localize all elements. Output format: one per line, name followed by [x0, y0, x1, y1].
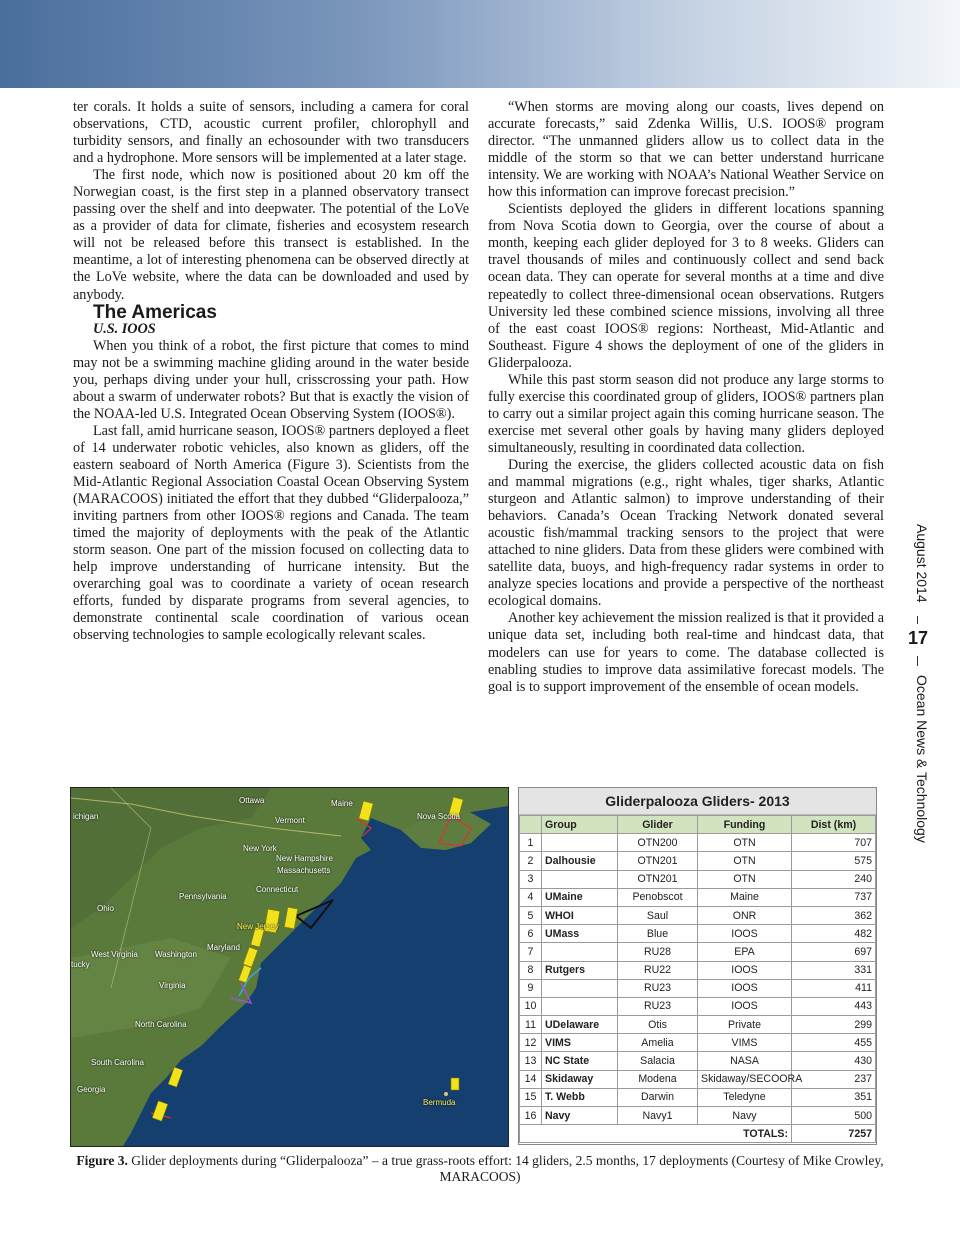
row-number: 5: [520, 906, 542, 924]
section-heading: The Americas: [93, 301, 217, 323]
group-cell: [542, 997, 618, 1015]
table-header-row: [520, 816, 876, 834]
body-paragraph: “When storms are moving along our coasts, lives depend on accurate forecasts,” said Zdenka Willis, U.S. IOOS® program director. “The unmanned gliders allow us to collect data in the middle of the storm so that we can better understand hurricane intensity. We are working with NOAA’s National Weather Service on how this information can improve forecast precision.”: [488, 99, 884, 201]
table-row: [520, 906, 876, 924]
table-row: [520, 1088, 876, 1106]
row-number: 4: [520, 888, 542, 906]
table-row: [520, 943, 876, 961]
glider-cell: Blue: [618, 925, 698, 943]
map-graphic: [71, 788, 508, 1146]
map-label-washington: Washington: [155, 950, 197, 959]
glider-cell: Otis: [618, 1016, 698, 1034]
row-number: 6: [520, 925, 542, 943]
distance-cell: 237: [792, 1070, 876, 1088]
funding-cell: OTN: [698, 870, 792, 888]
right-column: [488, 99, 884, 696]
table-row: [520, 852, 876, 870]
map-label-massachusetts: Massachusetts: [277, 866, 331, 875]
funding-cell: Navy: [698, 1107, 792, 1125]
group-cell: Dalhousie: [542, 852, 618, 870]
funding-cell: Teledyne: [698, 1088, 792, 1106]
row-number: 3: [520, 870, 542, 888]
distance-cell: 240: [792, 870, 876, 888]
page-number: 17: [907, 628, 929, 648]
distance-cell: 500: [792, 1107, 876, 1125]
distance-cell: 575: [792, 852, 876, 870]
glider-cell: RU23: [618, 979, 698, 997]
funding-cell: Skidaway/SECOORA: [698, 1070, 792, 1088]
row-number: 1: [520, 834, 542, 852]
group-cell: Skidaway: [542, 1070, 618, 1088]
glider-cell: Darwin: [618, 1088, 698, 1106]
map-label-pennsylvania: Pennsylvania: [179, 892, 227, 901]
glider-table-body: [520, 834, 876, 1125]
group-cell: Navy: [542, 1107, 618, 1125]
glider-cell: Salacia: [618, 1052, 698, 1070]
distance-cell: 362: [792, 906, 876, 924]
row-number: 2: [520, 852, 542, 870]
table-row: [520, 870, 876, 888]
subheading: U.S. IOOS: [93, 320, 156, 337]
row-number: 8: [520, 961, 542, 979]
header-band: [0, 0, 960, 88]
funding-cell: IOOS: [698, 997, 792, 1015]
figure-caption: [73, 1153, 887, 1184]
publication-name: Ocean News & Technology: [914, 675, 930, 843]
distance-cell: 299: [792, 1016, 876, 1034]
group-cell: NC State: [542, 1052, 618, 1070]
table-row: [520, 1034, 876, 1052]
map-label-bermuda: Bermuda: [423, 1098, 456, 1107]
table-row: [520, 888, 876, 906]
distance-cell: 707: [792, 834, 876, 852]
row-number: 7: [520, 943, 542, 961]
funding-cell: IOOS: [698, 961, 792, 979]
funding-cell: EPA: [698, 943, 792, 961]
map-label-nova-scotia: Nova Scotia: [417, 812, 461, 821]
body-paragraph: The first node, which now is positioned about 20 km off the Norwegian coast, is the first step in a planned observatory transect passing over the shelf and into deepwater. The potential of the LoVe as a provider of data for climate, fisheries and ecosystem research will not be released before this transect is established. In the meantime, a lot of interesting phenomena can be observed directly at the LoVe website, where the data can be downloaded and used by anybody.: [73, 167, 469, 303]
row-number: 11: [520, 1016, 542, 1034]
totals-value: 7257: [792, 1125, 876, 1143]
left-column: [73, 99, 469, 645]
map-label-west-virginia: West Virginia: [91, 950, 138, 959]
table-row: [520, 997, 876, 1015]
page-sidebar: [903, 520, 933, 850]
table-row: [520, 1107, 876, 1125]
funding-cell: Private: [698, 1016, 792, 1034]
table-row: [520, 834, 876, 852]
body-paragraph: ter corals. It holds a suite of sensors, including a camera for coral observations, CTD, acoustic current profiler, chlorophyll and turbidity sensors, and finally an echosounder with two transducers and a hydrophone. More sensors will be implemented at a later stage.: [73, 99, 469, 167]
map-label-new-hampshire: New Hampshire: [276, 854, 333, 863]
group-cell: VIMS: [542, 1034, 618, 1052]
caption-label: Figure 3.: [76, 1153, 128, 1168]
group-cell: [542, 979, 618, 997]
body-paragraph: Another key achievement the mission realized is that it provided a unique data set, including both real-time and hindcast data, that modelers can use for years to come. The database collected is enabling studies to improve data assimilative forecast models. The goal is to support improvement of the ensemble of ocean models.: [488, 610, 884, 695]
map-label-michigan: ichigan: [73, 812, 99, 821]
map-label-maine: Maine: [331, 799, 353, 808]
group-cell: UMaine: [542, 888, 618, 906]
map-label-kentucky: tucky: [71, 960, 90, 969]
distance-cell: 697: [792, 943, 876, 961]
map-label-virginia: Virginia: [159, 981, 186, 990]
funding-cell: Maine: [698, 888, 792, 906]
table-row: [520, 1016, 876, 1034]
issue-date: August 2014: [914, 524, 930, 603]
sidebar-rule: [917, 656, 918, 666]
distance-cell: 331: [792, 961, 876, 979]
glider-cell: Amelia: [618, 1034, 698, 1052]
table-row: [520, 961, 876, 979]
table-row: [520, 1052, 876, 1070]
glider-cell: Penobscot: [618, 888, 698, 906]
group-cell: [542, 870, 618, 888]
distance-cell: 351: [792, 1088, 876, 1106]
group-cell: [542, 943, 618, 961]
totals-row: [520, 1125, 876, 1143]
distance-cell: 430: [792, 1052, 876, 1070]
row-number: 14: [520, 1070, 542, 1088]
row-number: 12: [520, 1034, 542, 1052]
map-label-connecticut: Connecticut: [256, 885, 299, 894]
glider-cell: Saul: [618, 906, 698, 924]
table-title: Gliderpalooza Gliders- 2013: [519, 788, 876, 815]
body-paragraph: While this past storm season did not produce any large storms to fully exercise this coordinated group of gliders, IOOS® partners plan to carry out a similar project again this coming hurricane season. The exercise met several other goals by having many gliders deployed simultaneously, resulting in coordinated data collection.: [488, 371, 884, 456]
glider-deployment-map: [70, 787, 509, 1147]
map-label-south-carolina: South Carolina: [91, 1058, 144, 1067]
body-paragraph: During the exercise, the gliders collected acoustic data on fish and mammal migrations (e.g., right whales, tiger sharks, Atlantic sturgeon and Atlantic salmon) to improve understanding of their behaviors. Canada’s Ocean Tracking Network donated several acoustic fish/mammal tracking sensors to the project that were attached to nine gliders. Data from these gliders were combined with satellite data, buoys, and high-frequency radar systems in order to analyze species locations and provide a perspective of the northeast ecological domains.: [488, 456, 884, 610]
map-label-maryland: Maryland: [207, 943, 240, 952]
group-cell: T. Webb: [542, 1088, 618, 1106]
body-paragraph: Last fall, amid hurricane season, IOOS® partners deployed a fleet of 14 underwater robotic vehicles, also known as gliders, off the eastern seaboard of North America (Figure 3). Scientists from the Mid-Atlantic Regional Association Coastal Ocean Observing System (MARACOOS) initiated the effort that they dubbed “Gliderpalooza,” inviting partners from other IOOS® regions and Canada. The team timed the majority of deployments with the peak of the Atlantic storm season. One part of the mission focused on collecting data to help improve understanding of hurricane intensity. But the overarching goal was to coordinate a variety of ocean research efforts, funded by disparate programs from several agencies, to demonstrate continental scale coordination of various ocean observing technologies to sample ecologically relevant scales.: [73, 422, 469, 644]
glider-cell: OTN200: [618, 834, 698, 852]
map-label-north-carolina: North Carolina: [135, 1020, 187, 1029]
caption-text: Glider deployments during “Gliderpalooza” – a true grass-roots effort: 14 gliders, 2.5 months, 17 deployments (Courtesy of Mike Crowley, MARACOOS): [127, 1153, 884, 1184]
group-cell: Rutgers: [542, 961, 618, 979]
row-number: 16: [520, 1107, 542, 1125]
glider-cell: RU22: [618, 961, 698, 979]
distance-cell: 455: [792, 1034, 876, 1052]
funding-cell: ONR: [698, 906, 792, 924]
totals-label: TOTALS:: [520, 1125, 792, 1143]
funding-cell: IOOS: [698, 979, 792, 997]
table-row: [520, 1070, 876, 1088]
glider-cell: RU23: [618, 997, 698, 1015]
row-number: 10: [520, 997, 542, 1015]
distance-cell: 411: [792, 979, 876, 997]
table-row: [520, 925, 876, 943]
sidebar-rule: [917, 616, 918, 624]
map-label-new-york: New York: [243, 844, 277, 853]
column-header-glider: Glider: [618, 816, 698, 834]
column-header-group: Group: [542, 816, 618, 834]
group-cell: WHOI: [542, 906, 618, 924]
column-header-funding: Funding: [698, 816, 792, 834]
funding-cell: OTN: [698, 834, 792, 852]
group-cell: UMass: [542, 925, 618, 943]
distance-cell: 482: [792, 925, 876, 943]
map-label-new-jersey: New Jersey: [237, 922, 279, 931]
row-number: 9: [520, 979, 542, 997]
group-cell: [542, 834, 618, 852]
funding-cell: NASA: [698, 1052, 792, 1070]
glider-cell: RU28: [618, 943, 698, 961]
glider-cell: Navy1: [618, 1107, 698, 1125]
map-label-ottawa: Ottawa: [239, 796, 265, 805]
funding-cell: VIMS: [698, 1034, 792, 1052]
row-number: 15: [520, 1088, 542, 1106]
distance-cell: 443: [792, 997, 876, 1015]
group-cell: UDelaware: [542, 1016, 618, 1034]
distance-cell: 737: [792, 888, 876, 906]
glider-cell: OTN201: [618, 852, 698, 870]
glider-table-figure: [518, 787, 877, 1145]
column-header-distance: Dist (km): [792, 816, 876, 834]
body-paragraph: Scientists deployed the gliders in different locations spanning from Nova Scotia down to Georgia, over the course of about a month, keeping each glider deployed for 3 to 8 weeks. Gliders can travel thousands of miles and continuously collect and send back ocean data. They can operate for several months at a time and dive repeatedly to collect three-dimensional ocean observations. Rutgers University led these combined science missions, involving all three of the east coast IOOS® regions: Northeast, Mid-Atlantic and Southeast. Figure 4 shows the deployment of one of the gliders in Gliderpalooza.: [488, 201, 884, 371]
glider-cell: Modena: [618, 1070, 698, 1088]
map-label-ohio: Ohio: [97, 904, 114, 913]
funding-cell: IOOS: [698, 925, 792, 943]
funding-cell: OTN: [698, 852, 792, 870]
map-label-vermont: Vermont: [275, 816, 305, 825]
row-number: 13: [520, 1052, 542, 1070]
glider-table: [519, 815, 876, 1143]
glider-cell: OTN201: [618, 870, 698, 888]
map-label-georgia: Georgia: [77, 1085, 106, 1094]
body-paragraph: When you think of a robot, the first picture that comes to mind may not be a swimming machine gliding around in the water beside you, perhaps diving under your hull, crisscrossing your path. How about a swarm of underwater robots? But that is exactly the vision of the NOAA-led U.S. Integrated Ocean Observing System (IOOS®).: [73, 337, 469, 422]
table-row: [520, 979, 876, 997]
column-header-index: [520, 816, 542, 834]
